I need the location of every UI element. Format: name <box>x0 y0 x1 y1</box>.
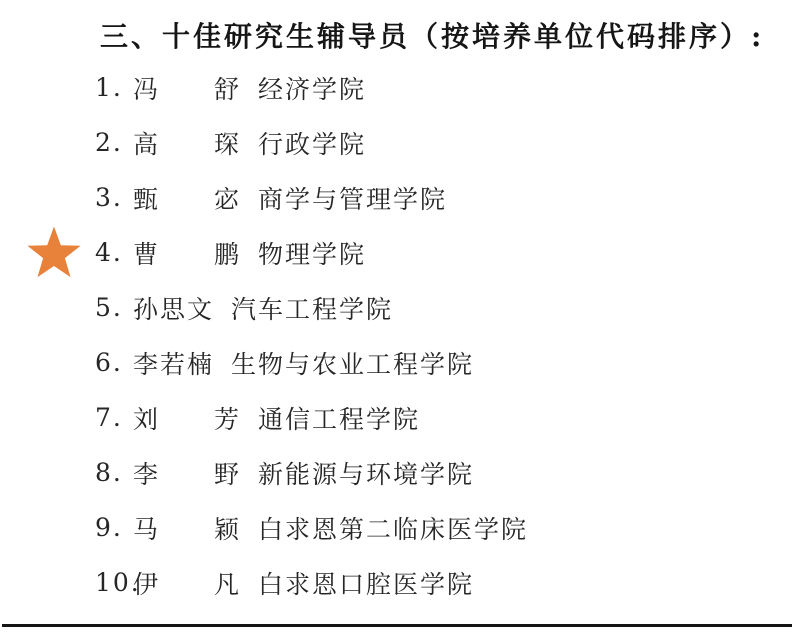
awardee-name: 马 颖 <box>133 514 242 544</box>
awardee-name: 刘 芳 <box>133 404 242 434</box>
awardee-name: 李 野 <box>133 459 242 489</box>
awardee-unit: 物理学院 <box>258 239 367 269</box>
item-number: 9. <box>95 513 123 542</box>
awardee-name: 李若楠 <box>133 349 215 379</box>
star-icon <box>26 226 82 278</box>
awardee-unit: 汽车工程学院 <box>231 294 394 324</box>
list-item <box>0 445 794 500</box>
awardee-unit: 白求恩第二临床医学院 <box>258 514 529 544</box>
awardee-unit: 通信工程学院 <box>258 404 421 434</box>
awardee-name: 孙思文 <box>133 294 215 324</box>
item-number: 8. <box>95 458 123 487</box>
awardee-unit: 生物与农业工程学院 <box>231 349 475 379</box>
list-item <box>0 170 794 225</box>
awardee-name: 高 琛 <box>133 129 242 159</box>
bottom-rule <box>2 624 792 627</box>
item-number: 7. <box>95 403 123 432</box>
list-item <box>0 60 794 115</box>
awardee-unit: 经济学院 <box>258 74 367 104</box>
item-number: 3. <box>95 183 123 212</box>
awardee-name: 曹 鹏 <box>133 239 242 269</box>
awardee-name: 伊 凡 <box>133 569 242 599</box>
list-item <box>0 115 794 170</box>
item-number: 5. <box>95 293 123 322</box>
list-item <box>0 555 794 610</box>
item-number: 10. <box>95 568 141 597</box>
section-title: 三、十佳研究生辅导员（按培养单位代码排序）: <box>100 20 765 53</box>
list-item <box>0 500 794 555</box>
list-item <box>0 335 794 390</box>
list-item <box>0 390 794 445</box>
awardee-list <box>0 60 794 610</box>
list-item <box>0 225 794 280</box>
awardee-unit: 商学与管理学院 <box>258 184 448 214</box>
awardee-name: 冯 舒 <box>133 74 242 104</box>
item-number: 1. <box>95 73 123 102</box>
awardee-unit: 白求恩口腔医学院 <box>258 569 475 599</box>
item-number: 2. <box>95 128 123 157</box>
item-number: 4. <box>95 238 123 267</box>
awardee-unit: 新能源与环境学院 <box>258 459 475 489</box>
awardee-unit: 行政学院 <box>258 129 367 159</box>
list-item <box>0 280 794 335</box>
awardee-name: 甄 宓 <box>133 184 242 214</box>
item-number: 6. <box>95 348 123 377</box>
